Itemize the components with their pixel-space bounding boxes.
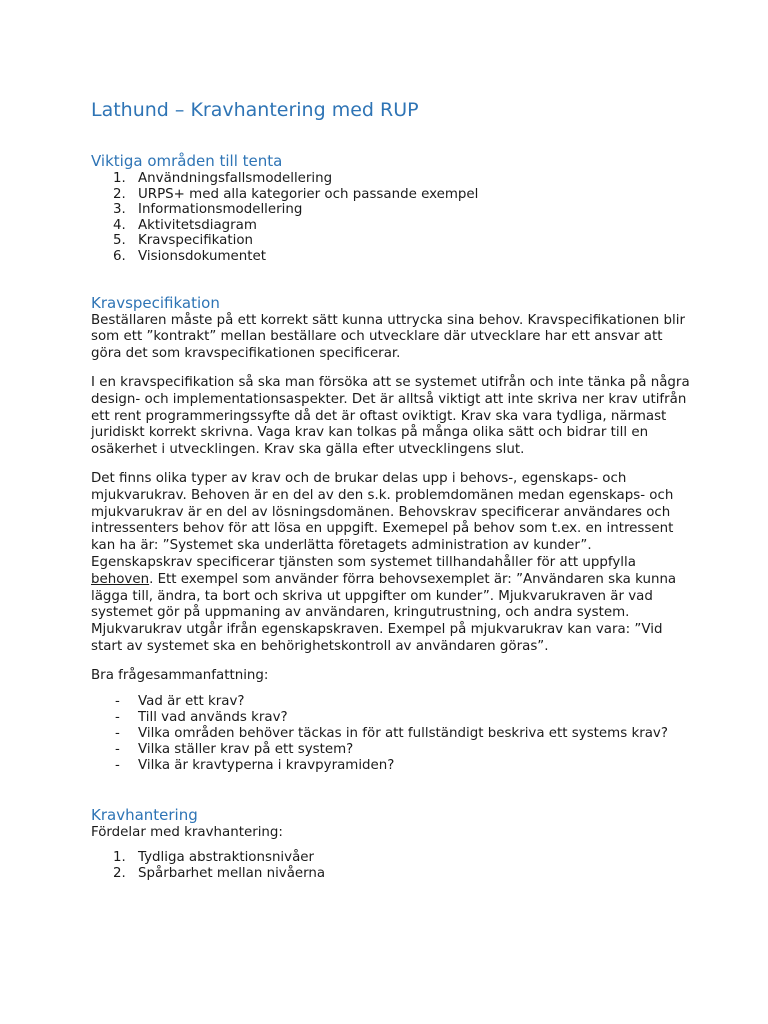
document-title: Lathund – Kravhantering med RUP [91,99,419,121]
paragraph: Fördelar med kravhantering: [91,824,283,840]
list-item: - Vilka är kravtyperna i kravpyramiden? [115,758,395,774]
list-item: 4. Aktivitetsdiagram [113,217,257,233]
section-heading-tenta: Viktiga områden till tenta [91,152,283,170]
document-page [91,96,691,882]
section-heading-kravhantering: Kravhantering [91,805,198,824]
list-item: 1. Tydliga abstraktionsnivåer [113,850,315,866]
list-item: 2. URPS+ med alla kategorier och passande exempel [113,186,479,202]
list-item: 3. Informationsmodellering [113,202,303,218]
paragraph: Bra frågesammanfattning: [91,667,269,683]
list-item: 2. Spårbarhet mellan nivåerna [113,865,326,881]
paragraph: Beställaren måste på ett korrekt sätt kunna uttrycka sina behov. Kravspecifikationen blir som ett ”kontrakt” mellan beställare och utvecklare där utvecklare har ett ansvar att göra det som kravspecifikationen specificerar. [91,312,685,362]
tenta-list [91,171,691,265]
list-item: 5. Kravspecifikation [113,233,254,249]
list-item: - Vad är ett krav? [115,693,245,709]
paragraph: I en kravspecifikation så ska man försöka att se systemet utifrån och inte tänka på några design- och implementationsaspekter. Det är alltså viktigt att inte skriva ner krav utifrån ett rent programmeringssyfte då det är oftast oviktigt. Krav ska vara tydliga, närmast juridiskt korrekt skrivna. Vaga krav kan tolkas på många olika sätt och bidrar till en osäkerhet i utvecklingen. Krav ska gälla efter utvecklingens slut. [91,374,690,458]
list-item: 6. Visionsdokumentet [113,248,266,264]
list-item: 1. Användningsfallsmodellering [113,171,333,186]
question-list [91,694,691,775]
paragraph: Det finns olika typer av krav och de brukar delas upp i behovs-, egenskaps- och mjukvarukrav. Behoven är en del av den s.k. problemdomänen medan egenskaps- och mjukvarukrav är en del av lösningsdomänen. Behovskrav specificerar användares och intressenters behov för att lösa en uppgift. Exemepel på behov som t.ex. en intressent kan ha är: ”Systemet ska underlätta företagets administration av kunder”. Egenskapskrav specificerar tjänsten som systemet tillhandahåller för att uppfylla behoven. Ett exempel som använder förra behovsexemplet är: ”Användaren ska kunna lägga till, ändra, ta bort och skriva ut uppgifter om kunder”. Mjukvarukraven är vad systemet gör på uppmaning av användaren, kringutrustning, och andra system. Mjukvarukrav utgår ifrån egenskapskraven. Exempel på mjukvarukrav kan vara: ”Vid start av systemet ska en behörighetskontroll av användaren göras”. [91,470,677,654]
section-heading-kravspecifikation: Kravspecifikation [91,293,220,312]
list-item: - Till vad används krav? [115,709,288,725]
underlined-word: behoven [91,571,150,587]
list-item: - Vilka områden behöver täckas in för att fullständigt beskriva ett systems krav? [115,725,668,741]
list-item: - Vilka ställer krav på ett system? [115,742,354,758]
kravhantering-list [91,850,691,881]
